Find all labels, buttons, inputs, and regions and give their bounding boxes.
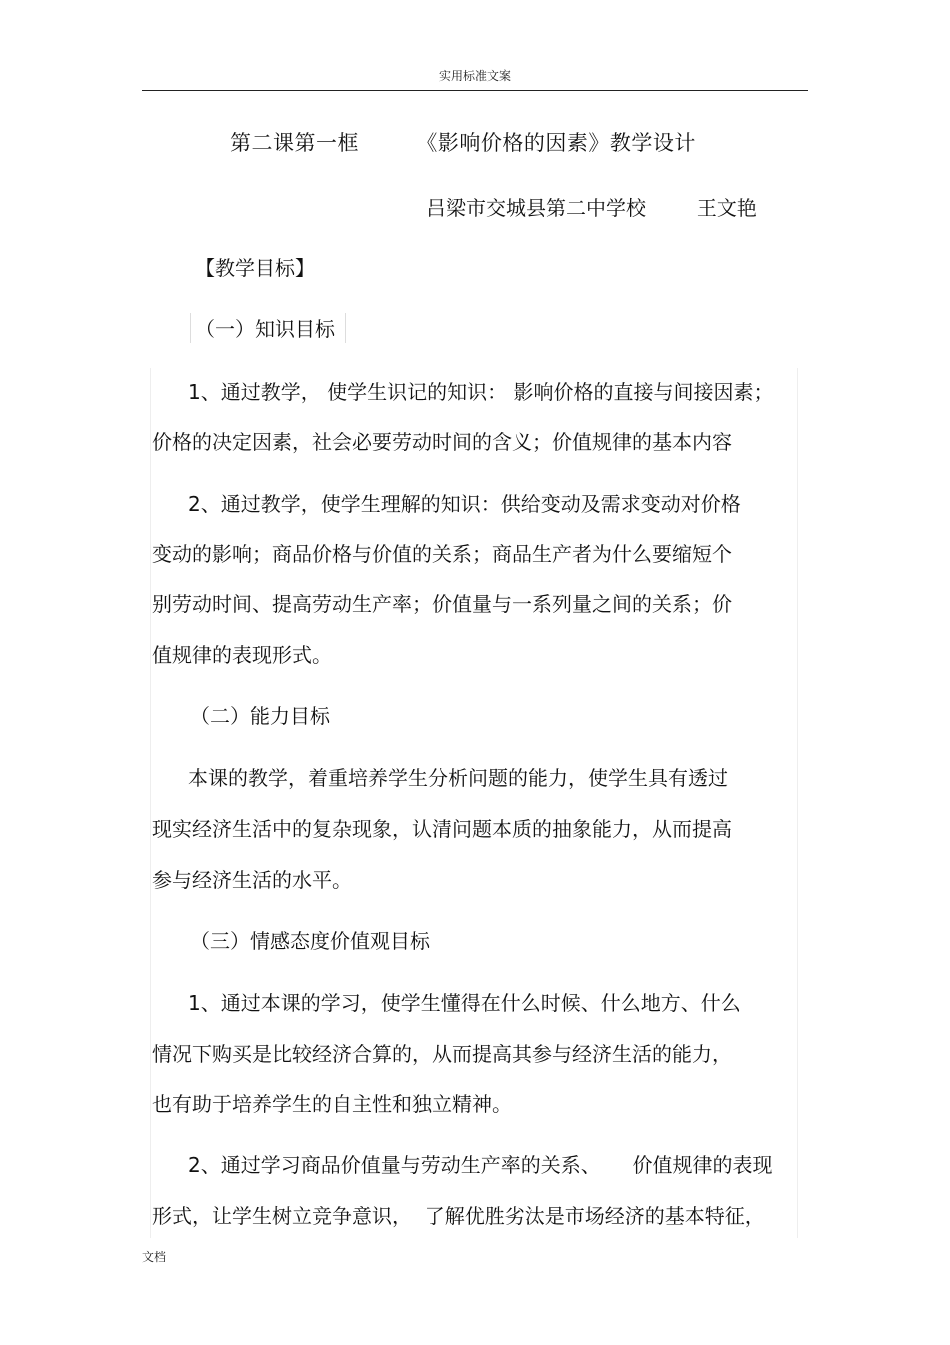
paragraph-line: 值规律的表现形式。 [152, 643, 332, 667]
document-title: 第二课第一框 《影响价格的因素》教学设计 [230, 131, 696, 155]
paragraph-line: 2、通过学习商品价值量与劳动生产率的关系、 价值规律的表现 [188, 1153, 773, 1177]
paragraph-line: 现实经济生活中的复杂现象，认清问题本质的抽象能力，从而提高 [152, 817, 732, 841]
section-heading: 【教学目标】 [195, 256, 315, 280]
paragraph-line: 变动的影响；商品价格与价值的关系；商品生产者为什么要缩短个 [152, 542, 732, 566]
page-footer: 文档 [142, 1250, 167, 1264]
paragraph-line: 情况下购买是比较经济合算的，从而提高其参与经济生活的能力， [152, 1042, 732, 1066]
paragraph-line: 也有助于培养学生的自主性和独立精神。 [152, 1092, 512, 1116]
text-guide-left [150, 368, 151, 1238]
paragraph-line: 别劳动时间、提高劳动生产率；价值量与一系列量之间的关系；价 [152, 592, 732, 616]
header-divider [142, 90, 808, 91]
paragraph-line: 价格的决定因素，社会必要劳动时间的含义；价值规律的基本内容 [152, 430, 732, 454]
knowledge-heading: （一）知识目标 [195, 317, 335, 341]
ability-heading: （二）能力目标 [190, 704, 330, 728]
paragraph-line: 1、通过教学， 使学生识记的知识： 影响价格的直接与间接因素； [188, 380, 774, 404]
emotion-heading: （三）情感态度价值观目标 [190, 929, 430, 953]
text-guide-right [797, 368, 798, 1238]
paragraph-line: 2、通过教学，使学生理解的知识：供给变动及需求变动对价格 [188, 492, 741, 516]
paragraph-line: 参与经济生活的水平。 [152, 868, 352, 892]
paragraph-line: 1、通过本课的学习，使学生懂得在什么时候、什么地方、什么 [188, 991, 741, 1015]
author-line: 吕梁市交城县第二中学校 王文艳 [426, 196, 757, 220]
paragraph-line: 形式，让学生树立竞争意识， 了解优胜劣汰是市场经济的基本特征， [152, 1204, 765, 1228]
page-header: 实用标准文案 [438, 69, 511, 83]
paragraph-line: 本课的教学，着重培养学生分析问题的能力，使学生具有透过 [188, 766, 728, 790]
